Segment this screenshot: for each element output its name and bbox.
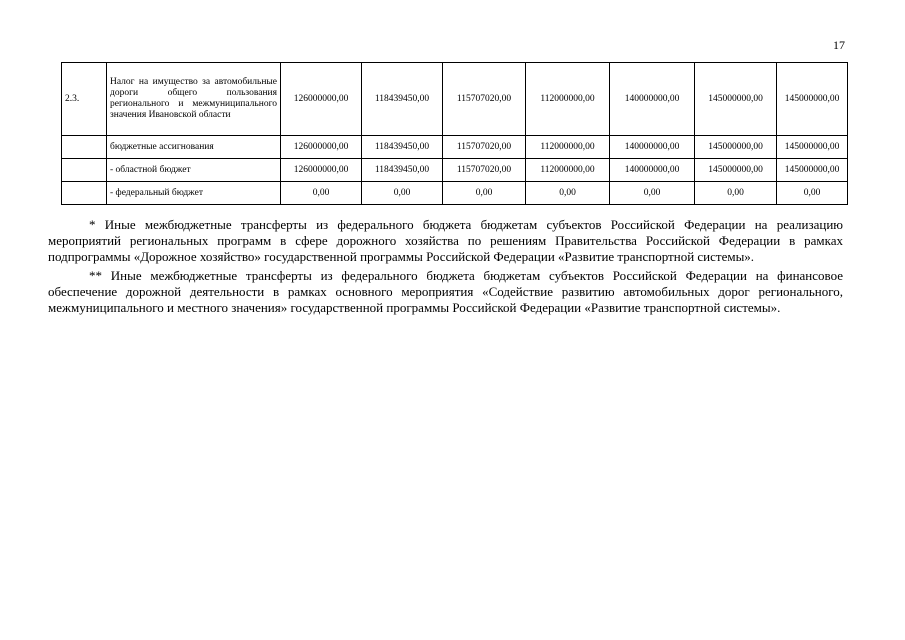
value-cell: 145000000,00 <box>695 159 777 182</box>
value-cell: 115707020,00 <box>443 136 526 159</box>
table-row <box>62 159 848 182</box>
footnotes <box>48 217 843 318</box>
value-cell: 0,00 <box>526 182 610 205</box>
value-cell: 118439450,00 <box>362 159 443 182</box>
value-cell: 140000000,00 <box>610 159 695 182</box>
value-cell: 115707020,00 <box>443 63 526 136</box>
row-index: 2.3. <box>62 63 107 136</box>
row-index <box>62 182 107 205</box>
value-cell: 145000000,00 <box>777 63 848 136</box>
value-cell: 126000000,00 <box>281 136 362 159</box>
value-cell: 112000000,00 <box>526 159 610 182</box>
value-cell: 126000000,00 <box>281 63 362 136</box>
page-number: 17 <box>833 38 845 52</box>
footnote-single-asterisk: * Иные межбюджетные трансферты из федерального бюджета бюджетам субъектов Российской Федерации на реализацию мероприятий региональных программ в сфере дорожного хозяйства по решениям Правительства Российской Федерации в рамках подпрограммы «Дорожное хозяйство» государственной программы Российской Федерации «Развитие транспортной системы». <box>48 217 843 265</box>
row-index <box>62 159 107 182</box>
value-cell: 112000000,00 <box>526 136 610 159</box>
table-row <box>62 182 848 205</box>
value-cell: 115707020,00 <box>443 159 526 182</box>
row-label: Налог на имущество за автомобильные дороги общего пользования регионального и межмуниципального значения Ивановской области <box>107 63 281 136</box>
value-cell: 145000000,00 <box>777 136 848 159</box>
budget-table <box>61 62 848 205</box>
value-cell: 0,00 <box>443 182 526 205</box>
value-cell: 126000000,00 <box>281 159 362 182</box>
value-cell: 118439450,00 <box>362 63 443 136</box>
value-cell: 145000000,00 <box>695 136 777 159</box>
table-row <box>62 136 848 159</box>
row-label: - федеральный бюджет <box>107 182 281 205</box>
row-label: - областной бюджет <box>107 159 281 182</box>
value-cell: 0,00 <box>695 182 777 205</box>
value-cell: 0,00 <box>281 182 362 205</box>
value-cell: 145000000,00 <box>777 159 848 182</box>
value-cell: 140000000,00 <box>610 136 695 159</box>
value-cell: 0,00 <box>362 182 443 205</box>
row-label: бюджетные ассигнования <box>107 136 281 159</box>
value-cell: 140000000,00 <box>610 63 695 136</box>
value-cell: 112000000,00 <box>526 63 610 136</box>
row-index <box>62 136 107 159</box>
value-cell: 118439450,00 <box>362 136 443 159</box>
value-cell: 0,00 <box>610 182 695 205</box>
value-cell: 145000000,00 <box>695 63 777 136</box>
footnote-double-asterisk: ** Иные межбюджетные трансферты из федерального бюджета бюджетам субъектов Российской Федерации на финансовое обеспечение дорожной деятельности в рамках основного мероприятия «Содействие развитию автомобильных дорог регионального, межмуниципального и местного значения» государственной программы Российской Федерации «Развитие транспортной системы». <box>48 267 843 316</box>
table-row <box>62 63 848 136</box>
value-cell: 0,00 <box>777 182 848 205</box>
